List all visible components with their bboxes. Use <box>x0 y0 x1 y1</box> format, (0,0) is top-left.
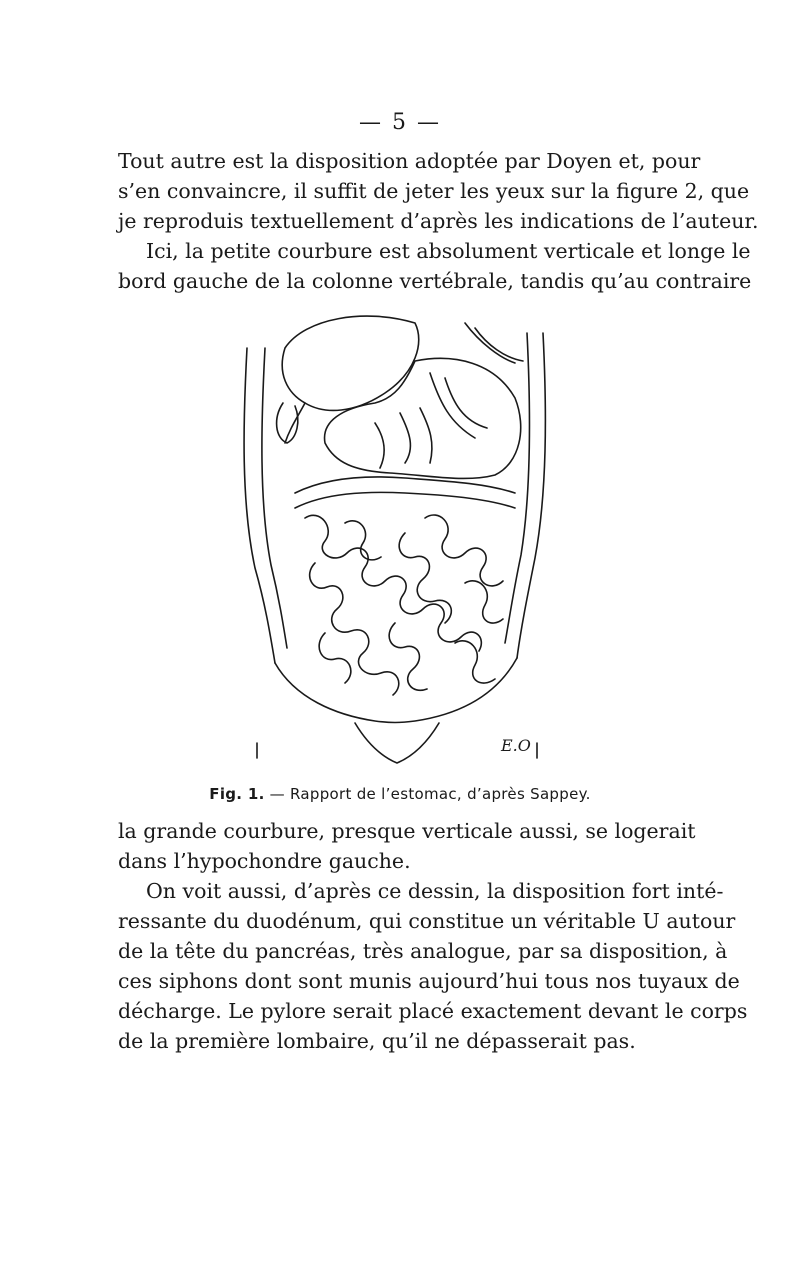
engraver-signature: E.O <box>501 736 531 755</box>
figure-caption <box>0 785 800 803</box>
left-body-wall <box>244 348 275 663</box>
liver-outline <box>282 316 419 410</box>
text-line: On voit aussi, d’après ce dessin, la disposition fort inté- <box>146 879 724 903</box>
page-number: — 5 — <box>359 110 441 135</box>
stomach-outline <box>325 358 521 478</box>
text-line: ressante du duodénum, qui constitue un véritable U autour <box>118 909 736 933</box>
small-intestine <box>305 515 481 651</box>
text-line: ces siphons dont sont munis aujourd’hui tous nos tuyaux de <box>118 969 740 993</box>
anatomical-illustration <box>225 303 565 773</box>
text-line: dans l’hypochondre gauche. <box>118 849 411 873</box>
abdomen-engraving <box>225 303 565 773</box>
transverse-colon <box>295 477 515 493</box>
text-line: de la tête du pancréas, très analogue, par sa disposition, à <box>118 939 728 963</box>
text-line: s’en convaincre, il suffit de jeter les yeux sur la figure 2, que <box>118 179 750 203</box>
paragraph-bottom <box>118 816 748 1056</box>
text-line: décharge. Le pylore serait placé exactement devant le corps <box>118 999 748 1023</box>
text-line: la grande courbure, presque verticale aussi, se logerait <box>118 819 696 843</box>
right-body-wall <box>517 333 545 658</box>
text-line: Tout autre est la disposition adoptée par Doyen et, pour <box>118 149 701 173</box>
paragraph-top <box>118 146 759 296</box>
text-line: Ici, la petite courbure est absolument verticale et longe le <box>146 239 751 263</box>
text-line: bord gauche de la colonne vertébrale, tandis qu’au contraire <box>118 269 752 293</box>
figure-label: Fig. 1. <box>209 785 265 803</box>
text-line: de la première lombaire, qu’il ne dépasserait pas. <box>118 1029 636 1053</box>
figure-caption-text: — Rapport de l’estomac, d’après Sappey. <box>269 785 591 803</box>
text-line: je reproduis textuellement d’après les indications de l’auteur. <box>118 209 759 233</box>
